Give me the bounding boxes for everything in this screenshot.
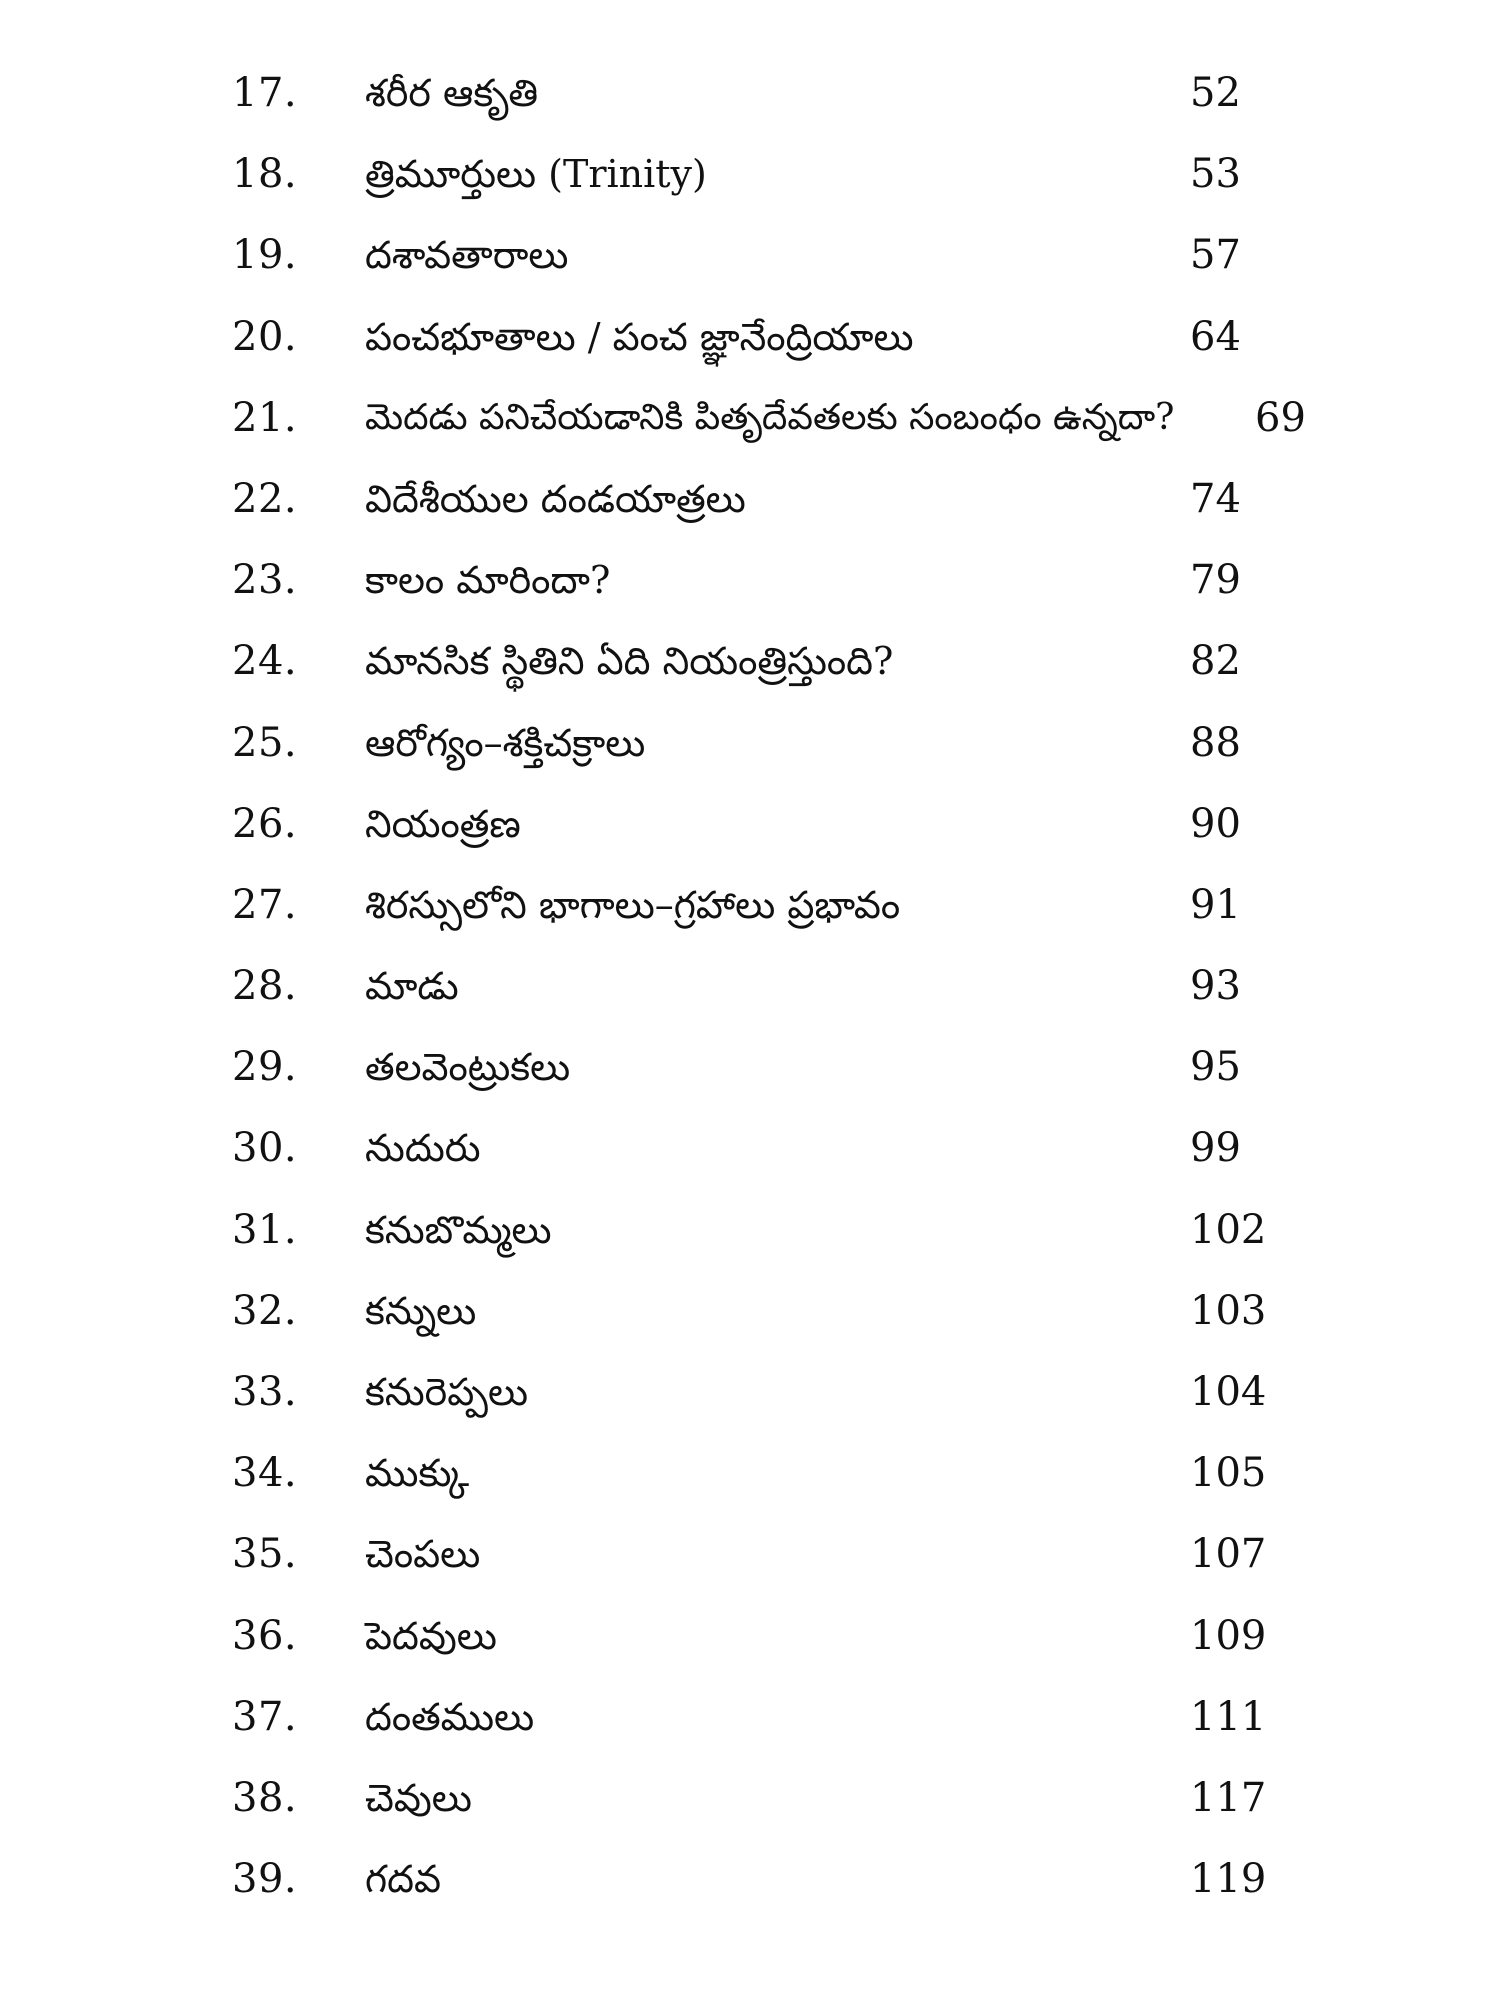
toc-entry <box>0 1036 1500 1117</box>
toc-entry <box>0 468 1500 549</box>
entry-title: కనురెప్పలు <box>365 1370 529 1414</box>
entry-title: పెదవులు <box>365 1613 497 1658</box>
entry-number: 32. <box>232 1287 298 1334</box>
entry-page-number: 74 <box>1190 475 1241 522</box>
entry-page-number: 99 <box>1190 1125 1241 1172</box>
entry-number: 29. <box>232 1044 298 1091</box>
entry-number: 17. <box>232 70 298 116</box>
entry-title: చెంపలు <box>365 1532 481 1577</box>
toc-entry <box>0 793 1500 874</box>
toc-entry <box>0 1523 1500 1604</box>
entry-page-number: 102 <box>1190 1206 1267 1253</box>
entry-page-number: 57 <box>1190 232 1241 279</box>
toc-entry <box>0 1199 1500 1280</box>
entry-title: మాడు <box>365 964 459 1009</box>
entry-title: చెవులు <box>365 1775 472 1820</box>
entry-title: కాలం మారిందా? <box>365 558 611 603</box>
entry-number: 26. <box>232 800 298 847</box>
table-of-contents <box>0 62 1500 1929</box>
entry-page-number: 91 <box>1190 881 1241 928</box>
entry-title: శరీర ఆకృతి <box>365 71 539 115</box>
entry-number: 30. <box>232 1125 298 1172</box>
entry-page-number: 53 <box>1190 151 1241 198</box>
entry-number: 22. <box>232 475 298 522</box>
toc-entry <box>0 1280 1500 1361</box>
entry-page-number: 79 <box>1190 557 1241 604</box>
toc-entry <box>0 712 1500 793</box>
entry-page-number: 107 <box>1190 1531 1267 1578</box>
toc-entry <box>0 1605 1500 1686</box>
entry-number: 28. <box>232 963 298 1010</box>
entry-number: 19. <box>232 232 298 279</box>
entry-title: తలవెంట్రుకలు <box>365 1045 571 1090</box>
entry-title: గదవ <box>365 1857 442 1902</box>
entry-page-number: 105 <box>1190 1450 1267 1497</box>
entry-title: త్రిమూర్తులు (Trinity) <box>365 152 707 197</box>
entry-page-number: 111 <box>1190 1693 1267 1740</box>
entry-title: ఆరోగ్యం–శక్తిచక్రాలు <box>365 720 646 765</box>
entry-page-number: 52 <box>1190 70 1241 116</box>
entry-number: 31. <box>232 1206 298 1253</box>
entry-number: 38. <box>232 1774 298 1821</box>
entry-number: 37. <box>232 1693 298 1740</box>
entry-number: 25. <box>232 719 298 766</box>
entry-title: పంచభూతాలు / పంచ జ్ఞానేంద్రియాలు <box>365 314 914 359</box>
entry-title: మెదడు పనిచేయడానికి పితృదేవతలకు సంబంధం ఉన్నదా? <box>365 396 1175 438</box>
toc-entry <box>0 143 1500 224</box>
entry-page-number: 117 <box>1190 1774 1267 1821</box>
toc-entry <box>0 1686 1500 1767</box>
entry-page-number: 82 <box>1190 638 1241 685</box>
toc-entry <box>0 387 1500 468</box>
entry-page-number: 88 <box>1190 719 1241 766</box>
toc-entry <box>0 1117 1500 1198</box>
entry-title: మానసిక స్థితిని ఏది నియంత్రిస్తుంది? <box>365 639 894 684</box>
entry-page-number: 104 <box>1190 1369 1267 1415</box>
entry-title: విదేశీయుల దండయాత్రలు <box>365 476 746 521</box>
entry-number: 36. <box>232 1612 298 1659</box>
toc-entry <box>0 1442 1500 1523</box>
toc-entry <box>0 630 1500 711</box>
toc-entry <box>0 306 1500 387</box>
entry-number: 39. <box>232 1856 298 1903</box>
entry-title: శిరస్సులోని భాగాలు–గ్రహాలు ప్రభావం <box>365 882 901 927</box>
entry-title: దంతములు <box>365 1694 535 1739</box>
entry-page-number: 93 <box>1190 963 1241 1010</box>
toc-entry <box>0 1361 1500 1442</box>
entry-number: 23. <box>232 557 298 604</box>
entry-page-number: 103 <box>1190 1287 1267 1334</box>
entry-title: నుదురు <box>365 1126 481 1171</box>
entry-page-number: 119 <box>1190 1856 1267 1903</box>
entry-page-number: 69 <box>1255 394 1306 441</box>
entry-number: 21. <box>232 394 298 441</box>
entry-number: 24. <box>232 638 298 685</box>
entry-number: 20. <box>232 313 298 360</box>
toc-entry <box>0 874 1500 955</box>
entry-number: 18. <box>232 151 298 198</box>
entry-title: కనుబొమ్మలు <box>365 1207 552 1252</box>
toc-entry <box>0 62 1500 143</box>
toc-entry <box>0 224 1500 305</box>
entry-page-number: 90 <box>1190 800 1241 847</box>
entry-page-number: 109 <box>1190 1612 1267 1659</box>
entry-number: 27. <box>232 881 298 928</box>
entry-number: 33. <box>232 1369 298 1415</box>
toc-entry <box>0 549 1500 630</box>
entry-number: 34. <box>232 1450 298 1497</box>
toc-entry <box>0 955 1500 1036</box>
entry-page-number: 95 <box>1190 1044 1241 1091</box>
entry-title: నియంత్రణ <box>365 801 521 846</box>
entry-number: 35. <box>232 1531 298 1578</box>
toc-entry <box>0 1848 1500 1929</box>
entry-page-number: 64 <box>1190 313 1241 360</box>
entry-title: దశావతారాలు <box>365 233 569 278</box>
toc-entry <box>0 1767 1500 1848</box>
entry-title: ముక్కు <box>365 1451 470 1496</box>
entry-title: కన్నులు <box>365 1288 477 1333</box>
